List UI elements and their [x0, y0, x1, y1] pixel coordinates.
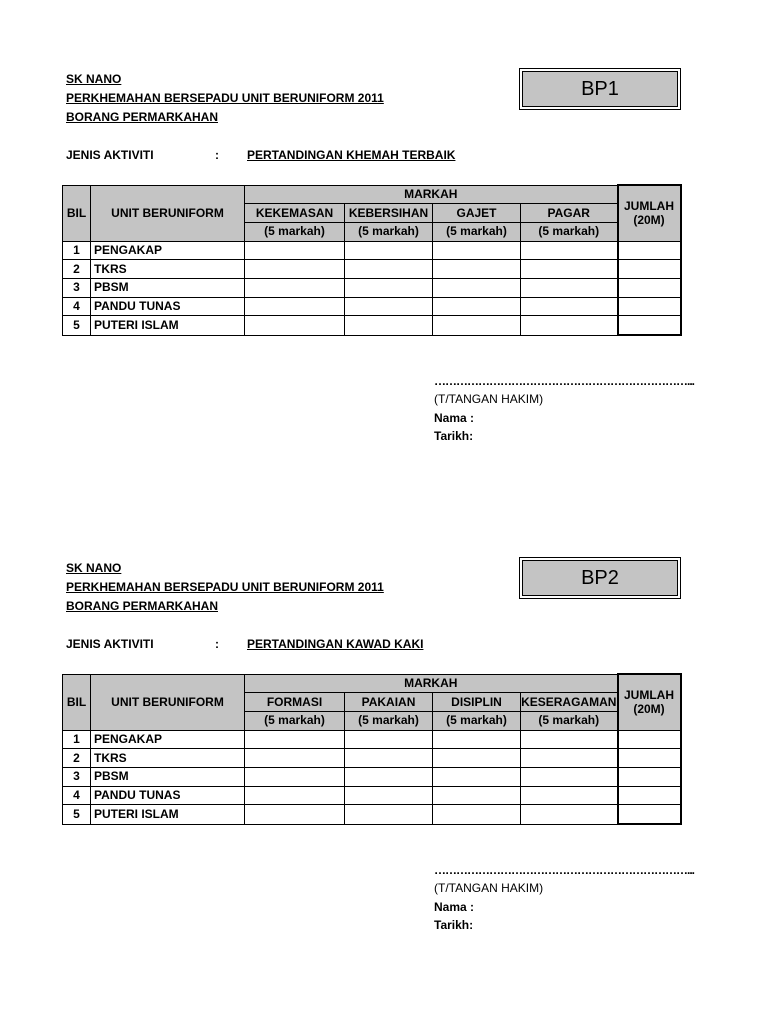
- row-number: 1: [63, 730, 91, 749]
- score-cell[interactable]: [245, 260, 345, 279]
- score-cell[interactable]: [345, 730, 433, 749]
- total-cell[interactable]: [618, 297, 681, 316]
- bil-header: BIL: [63, 185, 91, 241]
- score-cell[interactable]: [521, 767, 618, 786]
- score-cell[interactable]: [521, 297, 618, 316]
- max-mark-header: (5 markah): [433, 711, 521, 730]
- total-cell[interactable]: [618, 278, 681, 297]
- score-cell[interactable]: [521, 278, 618, 297]
- score-cell[interactable]: [245, 297, 345, 316]
- markah-header: MARKAH: [245, 185, 618, 204]
- unit-name: PANDU TUNAS: [91, 786, 245, 805]
- score-cell[interactable]: [521, 241, 618, 260]
- score-cell[interactable]: [345, 805, 433, 824]
- score-cell[interactable]: [245, 241, 345, 260]
- row-number: 4: [63, 297, 91, 316]
- unit-name: PUTERI ISLAM: [91, 316, 245, 335]
- table-row: [63, 786, 681, 805]
- table-row: [63, 749, 681, 768]
- criterion-header: PAKAIAN: [345, 693, 433, 712]
- score-cell[interactable]: [345, 260, 433, 279]
- score-cell[interactable]: [521, 786, 618, 805]
- score-cell[interactable]: [433, 730, 521, 749]
- score-cell[interactable]: [433, 297, 521, 316]
- unit-header: UNIT BERUNIFORM: [91, 674, 245, 730]
- form-code: BP2: [522, 560, 678, 596]
- total-cell[interactable]: [618, 805, 681, 824]
- date-label: Tarikh:: [434, 429, 474, 443]
- table-row: [63, 316, 681, 335]
- criterion-header: KEKEMASAN: [245, 204, 345, 223]
- name-label: Nama :: [434, 900, 475, 914]
- form-title: BORANG PERMARKAHAN: [66, 110, 218, 124]
- scoring-table: [62, 673, 682, 825]
- markah-header: MARKAH: [245, 674, 618, 693]
- activity-name: PERTANDINGAN KHEMAH TERBAIK: [247, 148, 456, 162]
- score-cell[interactable]: [433, 241, 521, 260]
- score-cell[interactable]: [245, 749, 345, 768]
- school-name: SK NANO: [66, 561, 122, 575]
- row-number: 3: [63, 767, 91, 786]
- activity-colon: :: [215, 148, 219, 162]
- row-number: 5: [63, 316, 91, 335]
- max-mark-header: (5 markah): [521, 222, 618, 241]
- total-cell[interactable]: [618, 241, 681, 260]
- unit-name: PANDU TUNAS: [91, 297, 245, 316]
- signature-line: ……………………………………………………………...: [434, 863, 695, 877]
- row-number: 4: [63, 786, 91, 805]
- max-mark-header: (5 markah): [345, 711, 433, 730]
- unit-name: PENGAKAP: [91, 730, 245, 749]
- max-mark-header: (5 markah): [245, 711, 345, 730]
- criterion-header: PAGAR: [521, 204, 618, 223]
- scoring-form: [0, 489, 768, 969]
- unit-name: PENGAKAP: [91, 241, 245, 260]
- score-cell[interactable]: [521, 805, 618, 824]
- row-number: 3: [63, 278, 91, 297]
- max-mark-header: (5 markah): [245, 222, 345, 241]
- max-mark-header: (5 markah): [433, 222, 521, 241]
- score-cell[interactable]: [521, 260, 618, 279]
- criterion-header: KEBERSIHAN: [345, 204, 433, 223]
- score-cell[interactable]: [433, 316, 521, 335]
- table-row: [63, 278, 681, 297]
- total-cell[interactable]: [618, 316, 681, 335]
- score-cell[interactable]: [345, 767, 433, 786]
- table-row: [63, 730, 681, 749]
- signature-label: (T/TANGAN HAKIM): [434, 392, 544, 406]
- row-number: 5: [63, 805, 91, 824]
- activity-name: PERTANDINGAN KAWAD KAKI: [247, 637, 424, 651]
- total-cell[interactable]: [618, 767, 681, 786]
- score-cell[interactable]: [521, 749, 618, 768]
- table-row: [63, 241, 681, 260]
- unit-name: PUTERI ISLAM: [91, 805, 245, 824]
- event-title: PERKHEMAHAN BERSEPADU UNIT BERUNIFORM 2011: [66, 580, 384, 594]
- scoring-form: [0, 0, 768, 480]
- table-row: [63, 260, 681, 279]
- form-code: BP1: [522, 71, 678, 107]
- score-cell[interactable]: [245, 805, 345, 824]
- score-cell[interactable]: [433, 278, 521, 297]
- criterion-header: KESERAGAMAN: [521, 693, 618, 712]
- name-label: Nama :: [434, 411, 475, 425]
- score-cell[interactable]: [521, 316, 618, 335]
- event-title: PERKHEMAHAN BERSEPADU UNIT BERUNIFORM 2011: [66, 91, 384, 105]
- unit-name: PBSM: [91, 278, 245, 297]
- activity-colon: :: [215, 637, 219, 651]
- table-row: [63, 767, 681, 786]
- score-cell[interactable]: [345, 316, 433, 335]
- total-header: JUMLAH (20M): [618, 185, 681, 241]
- score-cell[interactable]: [245, 767, 345, 786]
- score-cell[interactable]: [521, 730, 618, 749]
- total-cell[interactable]: [618, 730, 681, 749]
- total-cell[interactable]: [618, 749, 681, 768]
- max-mark-header: (5 markah): [521, 711, 618, 730]
- school-name: SK NANO: [66, 72, 122, 86]
- score-cell[interactable]: [345, 278, 433, 297]
- score-cell[interactable]: [245, 316, 345, 335]
- score-cell[interactable]: [345, 297, 433, 316]
- row-number: 2: [63, 749, 91, 768]
- score-cell[interactable]: [433, 786, 521, 805]
- criterion-header: FORMASI: [245, 693, 345, 712]
- unit-header: UNIT BERUNIFORM: [91, 185, 245, 241]
- activity-label: JENIS AKTIVITI: [66, 148, 154, 162]
- score-cell[interactable]: [345, 749, 433, 768]
- table-row: [63, 297, 681, 316]
- score-cell[interactable]: [245, 278, 345, 297]
- score-cell[interactable]: [345, 786, 433, 805]
- total-header: JUMLAH (20M): [618, 674, 681, 730]
- unit-name: TKRS: [91, 749, 245, 768]
- score-cell[interactable]: [245, 730, 345, 749]
- criterion-header: GAJET: [433, 204, 521, 223]
- score-cell[interactable]: [433, 260, 521, 279]
- scoring-table: [62, 184, 682, 336]
- row-number: 1: [63, 241, 91, 260]
- total-cell[interactable]: [618, 260, 681, 279]
- score-cell[interactable]: [433, 805, 521, 824]
- form-title: BORANG PERMARKAHAN: [66, 599, 218, 613]
- date-label: Tarikh:: [434, 918, 474, 932]
- total-cell[interactable]: [618, 786, 681, 805]
- score-cell[interactable]: [245, 786, 345, 805]
- score-cell[interactable]: [433, 749, 521, 768]
- score-cell[interactable]: [345, 241, 433, 260]
- row-number: 2: [63, 260, 91, 279]
- criterion-header: DISIPLIN: [433, 693, 521, 712]
- bil-header: BIL: [63, 674, 91, 730]
- signature-line: ……………………………………………………………...: [434, 374, 695, 388]
- unit-name: PBSM: [91, 767, 245, 786]
- signature-label: (T/TANGAN HAKIM): [434, 881, 544, 895]
- table-row: [63, 805, 681, 824]
- activity-label: JENIS AKTIVITI: [66, 637, 154, 651]
- score-cell[interactable]: [433, 767, 521, 786]
- unit-name: TKRS: [91, 260, 245, 279]
- form-code-box: [519, 68, 681, 110]
- max-mark-header: (5 markah): [345, 222, 433, 241]
- form-code-box: [519, 557, 681, 599]
